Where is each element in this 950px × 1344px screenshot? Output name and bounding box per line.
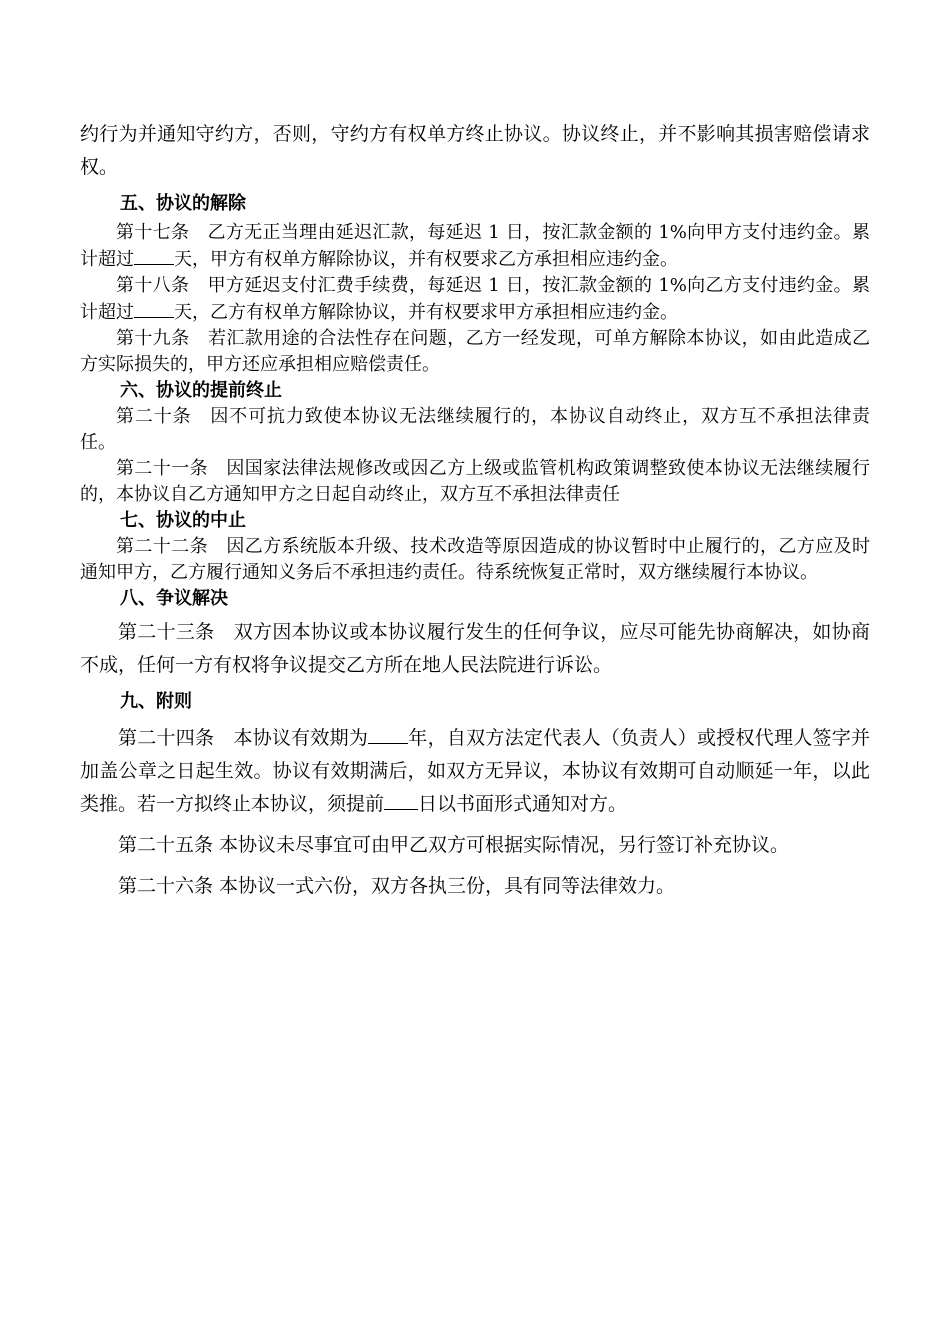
article-24-blank-days	[384, 791, 418, 810]
continuation-paragraph: 约行为并通知守约方，否则，守约方有权单方终止协议。协议终止，并不影响其损害赔偿请求权。	[80, 123, 870, 178]
article-23: 第二十三条 双方因本协议或本协议履行发生的任何争议，应尽可能先协商解决，如协商不成，任何一方有权将争议提交乙方所在地人民法院进行诉讼。	[80, 621, 870, 676]
article-24-text-a: 第二十四条 本协议有效期为	[118, 727, 369, 749]
section-heading-dispute: 八、争议解决	[120, 588, 228, 609]
article-18-blank	[134, 299, 174, 318]
article-18-text-a: 第十八条 甲方延迟支付汇费手续费，每延迟 1 日，按汇款金额的 1%向乙方支付违约金。累计超过	[80, 275, 870, 323]
article-24-text-b: 年，自双方法定代表人（负责人）或授权代理人签字并加盖公章之日起生效。协议有效期满后，如双方无异议，本协议有效期可自动顺延一年，以此类推。若一方拟终止本协议，须提前	[80, 727, 870, 815]
article-18-text-b: 天，乙方有权单方解除协议，并有权要求甲方承担相应违约金。	[174, 302, 678, 323]
article-17-blank	[134, 246, 174, 265]
article-26: 第二十六条 本协议一式六份，双方各执三份，具有同等法律效力。	[118, 875, 676, 897]
section-heading-termination: 五、协议的解除	[120, 193, 246, 214]
article-25: 第二十五条 本协议未尽事宜可由甲乙双方可根据实际情况，另行签订补充协议。	[118, 834, 790, 856]
article-24-text-c: 日以书面形式通知对方。	[418, 793, 628, 815]
article-19: 第十九条 若汇款用途的合法性存在问题，乙方一经发现，可单方解除本协议，如由此造成乙方实际损失的，甲方还应承担相应赔偿责任。	[80, 328, 870, 375]
section-heading-supplementary: 九、附则	[120, 691, 192, 712]
document-page	[80, 118, 870, 903]
article-17	[80, 220, 870, 273]
section-heading-suspension: 七、协议的中止	[120, 510, 246, 531]
article-24	[80, 722, 870, 821]
article-17-text-b: 天，甲方有权单方解除协议，并有权要求乙方承担相应违约金。	[174, 249, 678, 270]
article-22: 第二十二条 因乙方系统版本升级、技术改造等原因造成的协议暂时中止履行的，乙方应及时通知甲方，乙方履行通知义务后不承担违约责任。待系统恢复正常时，双方继续履行本协议。	[80, 536, 870, 583]
article-20: 第二十条 因不可抗力致使本协议无法继续履行的，本协议自动终止，双方互不承担法律责任。	[80, 406, 870, 453]
article-24-blank-years	[368, 725, 408, 744]
article-21: 第二十一条 因国家法律法规修改或因乙方上级或监管机构政策调整致使本协议无法继续履行的，本协议自乙方通知甲方之日起自动终止，双方互不承担法律责任	[80, 458, 870, 505]
article-18	[80, 273, 870, 326]
article-17-text-a: 第十七条 乙方无正当理由延迟汇款，每延迟 1 日，按汇款金额的 1%向甲方支付违约金。累计超过	[80, 222, 870, 270]
section-heading-early-termination: 六、协议的提前终止	[120, 380, 282, 401]
